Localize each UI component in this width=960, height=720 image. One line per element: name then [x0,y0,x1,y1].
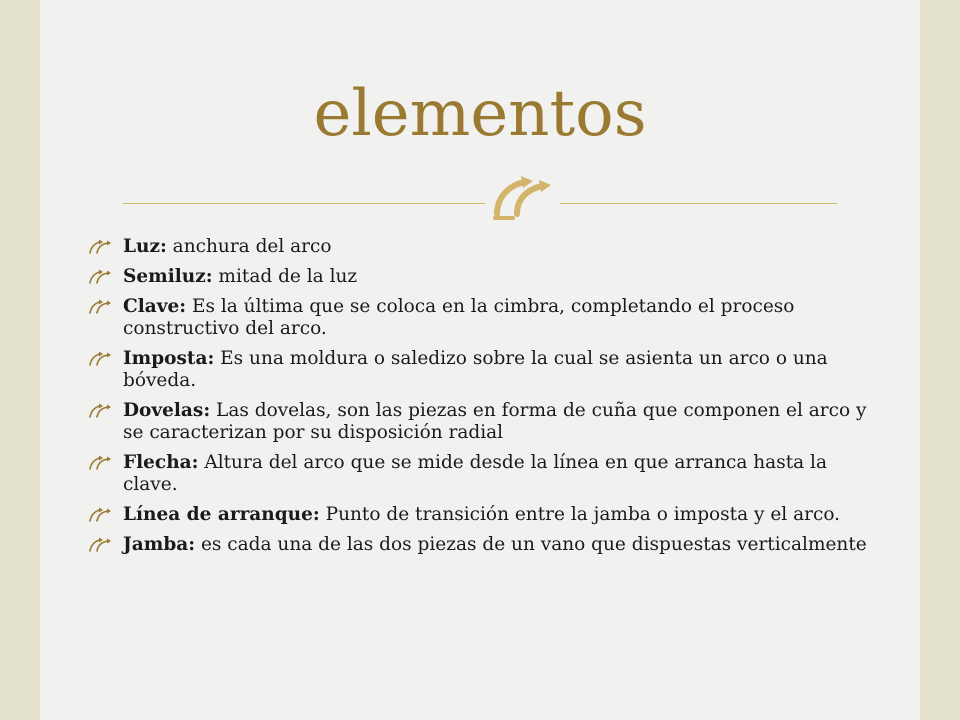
slide [40,0,920,720]
curly-double-arrow-icon [88,507,112,523]
item-description: anchura del arco [166,236,332,257]
list-item [88,236,878,258]
item-term: Clave: [123,296,187,317]
item-term: Flecha: [123,452,199,473]
curly-double-arrow-icon [88,403,112,419]
item-term: Semiluz: [123,266,213,287]
item-description: Las dovelas, son las piezas en forma de cuña que componen el arco y se caracterizan por su disposición radial [123,400,867,443]
item-description: Es una moldura o saledizo sobre la cual se asienta un arco o una bóveda. [123,348,828,391]
item-description: Punto de transición entre la jamba o imposta y el arco. [319,504,841,525]
list-item [88,348,878,392]
item-description: Es la última que se coloca en la cimbra, completando el proceso constructivo del arco. [123,296,795,339]
curly-double-arrow-icon [88,455,112,471]
item-description: Altura del arco que se mide desde la línea en que arranca hasta la clave. [123,452,827,495]
double-arrow-ornament-icon [487,174,557,224]
definition-list [88,236,878,564]
item-term: Línea de arranque: [123,504,320,525]
item-description: es cada una de las dos piezas de un vano que dispuestas verticalmente [195,534,867,555]
list-item [88,534,878,556]
curly-double-arrow-icon [88,239,112,255]
curly-double-arrow-icon [88,269,112,285]
list-item [88,266,878,288]
curly-double-arrow-icon [88,299,112,315]
curly-double-arrow-icon [88,351,112,367]
title-divider-left [123,203,485,204]
title-divider-right [560,203,837,204]
curly-double-arrow-icon [88,537,112,553]
item-description: mitad de la luz [212,266,358,287]
list-item [88,504,878,526]
list-item [88,400,878,444]
list-item [88,296,878,340]
item-term: Imposta: [123,348,215,369]
item-term: Dovelas: [123,400,211,421]
item-term: Jamba: [123,534,196,555]
item-term: Luz: [123,236,167,257]
list-item [88,452,878,496]
slide-title: elementos [313,77,647,151]
